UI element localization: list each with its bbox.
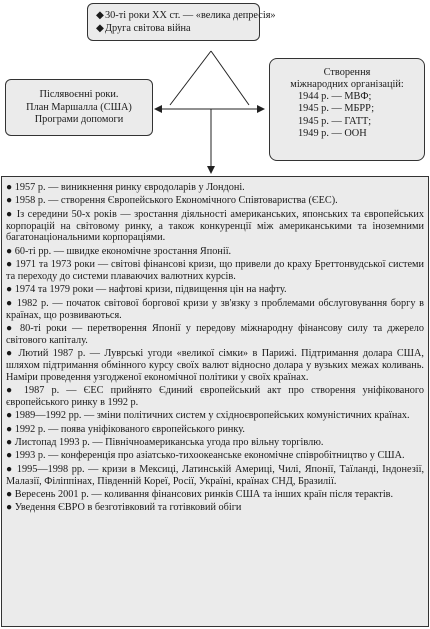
top-item (96, 22, 253, 35)
timeline-item-text: 1995—1998 рр. — кризи в Мексиці, Латинській Америці, Чилі, Японії, Таїланді, Індонезії, Малазії, Філіппінах, Південній Кореї, Росії, Україні, країнах СНД, Бразилії. (6, 463, 425, 487)
timeline-item-text: 1974 та 1979 роки — нафтові кризи, підвищення цін на нафту. (14, 284, 287, 296)
postwar-line: Післявоєнні роки. (39, 89, 119, 100)
timeline-item (6, 464, 424, 488)
timeline-item (6, 450, 424, 462)
round-bullet-icon: ● (6, 208, 14, 220)
organizations-title: Створення (323, 67, 371, 78)
timeline-item (6, 298, 424, 322)
round-bullet-icon: ● (6, 450, 13, 462)
timeline-item-text: Вересень 2001 р. — коливання фінансових ринків США та інших країн після терактів. (14, 489, 394, 501)
timeline-item (6, 437, 424, 449)
timeline-item-text: 1982 р. — початок світової боргової кризи у зв'язку з проблемами обслуговування боргу в країнах, що розвиваються. (6, 297, 424, 321)
timeline-item-text: 1958 р. — створення Європейського Економічного Співтовариства (ЄЕС). (14, 195, 338, 207)
timeline-item-text: 1992 р. — поява уніфікованого європейського ринку. (14, 423, 245, 435)
timeline-item (6, 502, 424, 514)
timeline-item-text: Уведення ЄВРО в безготівковий та готівковий обіги (14, 502, 242, 514)
round-bullet-icon: ● (6, 245, 13, 257)
organizations-box (269, 58, 425, 161)
postwar-box (5, 79, 153, 136)
timeline-item-text: Лютий 1987 р. — Луврські угоди «великої сімки» в Парижі. Підтримання долара США, шляхом підтримання обмінного курсу своїх валют відносно долара у вузьких межах коливань. Наміри проведення узгодженої економічної політики у своїх країнах. (6, 348, 424, 383)
diamond-bullet-icon: ◆ (96, 10, 104, 21)
postwar-line: План Маршалла (США) (26, 101, 132, 113)
organization-item: 1945 р. — МБРР; (298, 103, 375, 115)
organization-item: 1945 р. — ГАТТ; (298, 115, 372, 127)
round-bullet-icon: ● (6, 259, 13, 271)
timeline-item-text: 1989—1992 рр. — зміни політичних систем у східноєвропейських комуністичних країнах. (14, 410, 410, 422)
arrow-down-left (170, 51, 211, 105)
organizations-title: міжнародних організацій: (290, 79, 404, 90)
timeline-item (6, 410, 424, 422)
organization-item: 1949 р. — ООН (298, 127, 367, 139)
round-bullet-icon: ● (6, 410, 13, 422)
timeline-item-text: 60-ті рр. — швидке економічне зростання Японії. (14, 245, 232, 257)
round-bullet-icon: ● (6, 502, 13, 514)
timeline-item (6, 259, 424, 283)
round-bullet-icon: ● (6, 489, 13, 501)
timeline-item-text: Листопад 1993 р. — Північноамериканська угода про вільну торгівлю. (14, 437, 324, 449)
round-bullet-icon: ● (6, 437, 13, 449)
round-bullet-icon: ● (6, 463, 14, 475)
round-bullet-icon: ● (6, 423, 13, 435)
timeline-item (6, 284, 424, 296)
top-events-box (87, 3, 276, 41)
diamond-bullet-icon: ◆ (96, 23, 104, 34)
timeline-item-text: 80-ті роки — перетворення Японії у передову міжнародну фінансову силу та джерело світового капіталу. (6, 322, 425, 346)
timeline-item (6, 424, 424, 436)
round-bullet-icon: ● (6, 297, 14, 309)
timeline-item (6, 246, 424, 258)
round-bullet-icon: ● (6, 284, 13, 296)
timeline-item (6, 182, 424, 194)
round-bullet-icon: ● (6, 195, 13, 207)
organization-item: 1944 р. — МВФ; (298, 91, 372, 102)
timeline-item (6, 385, 424, 409)
timeline-item-text: 1993 р. — конференція про азіатсько-тихоокеанське економічне співробітництво у США. (14, 450, 405, 462)
timeline-item (6, 209, 424, 244)
timeline-item-text: 1987 р. — ЄЕС прийнято Єдиний європейський акт про створення уніфікованого європейського ринку в 1992 р. (6, 385, 425, 408)
timeline-item (6, 489, 424, 501)
arrow-down-right (211, 51, 249, 105)
round-bullet-icon: ● (6, 385, 17, 397)
timeline-item (6, 348, 424, 383)
top-item-text: 30-ті роки ХХ ст. — «велика депресія» (105, 10, 276, 21)
timeline-item-text: 1971 та 1973 роки — світові фінансові кризи, що привели до краху Бреттонвудської системи та переходу до системи плаваючих валютних курсів. (6, 259, 424, 282)
round-bullet-icon: ● (6, 182, 13, 193)
timeline-item (6, 195, 424, 207)
timeline-item-text: Із середини 50-х років — зростання діяльності американських, японських та європейських корпорацій на світовому ринку, а також конкуренції між американськими та іноземними багатонаціональними корпораціями. (6, 208, 425, 244)
timeline-item (6, 323, 424, 347)
top-item-text: Друга світова війна (105, 23, 191, 34)
round-bullet-icon: ● (6, 322, 15, 334)
top-item (96, 9, 276, 22)
postwar-line: Програми допомоги (34, 114, 124, 125)
events-timeline-box (1, 176, 429, 627)
round-bullet-icon: ● (6, 348, 15, 360)
timeline-item-text: 1957 р. — виникнення ринку євродоларів у Лондоні. (14, 182, 245, 193)
